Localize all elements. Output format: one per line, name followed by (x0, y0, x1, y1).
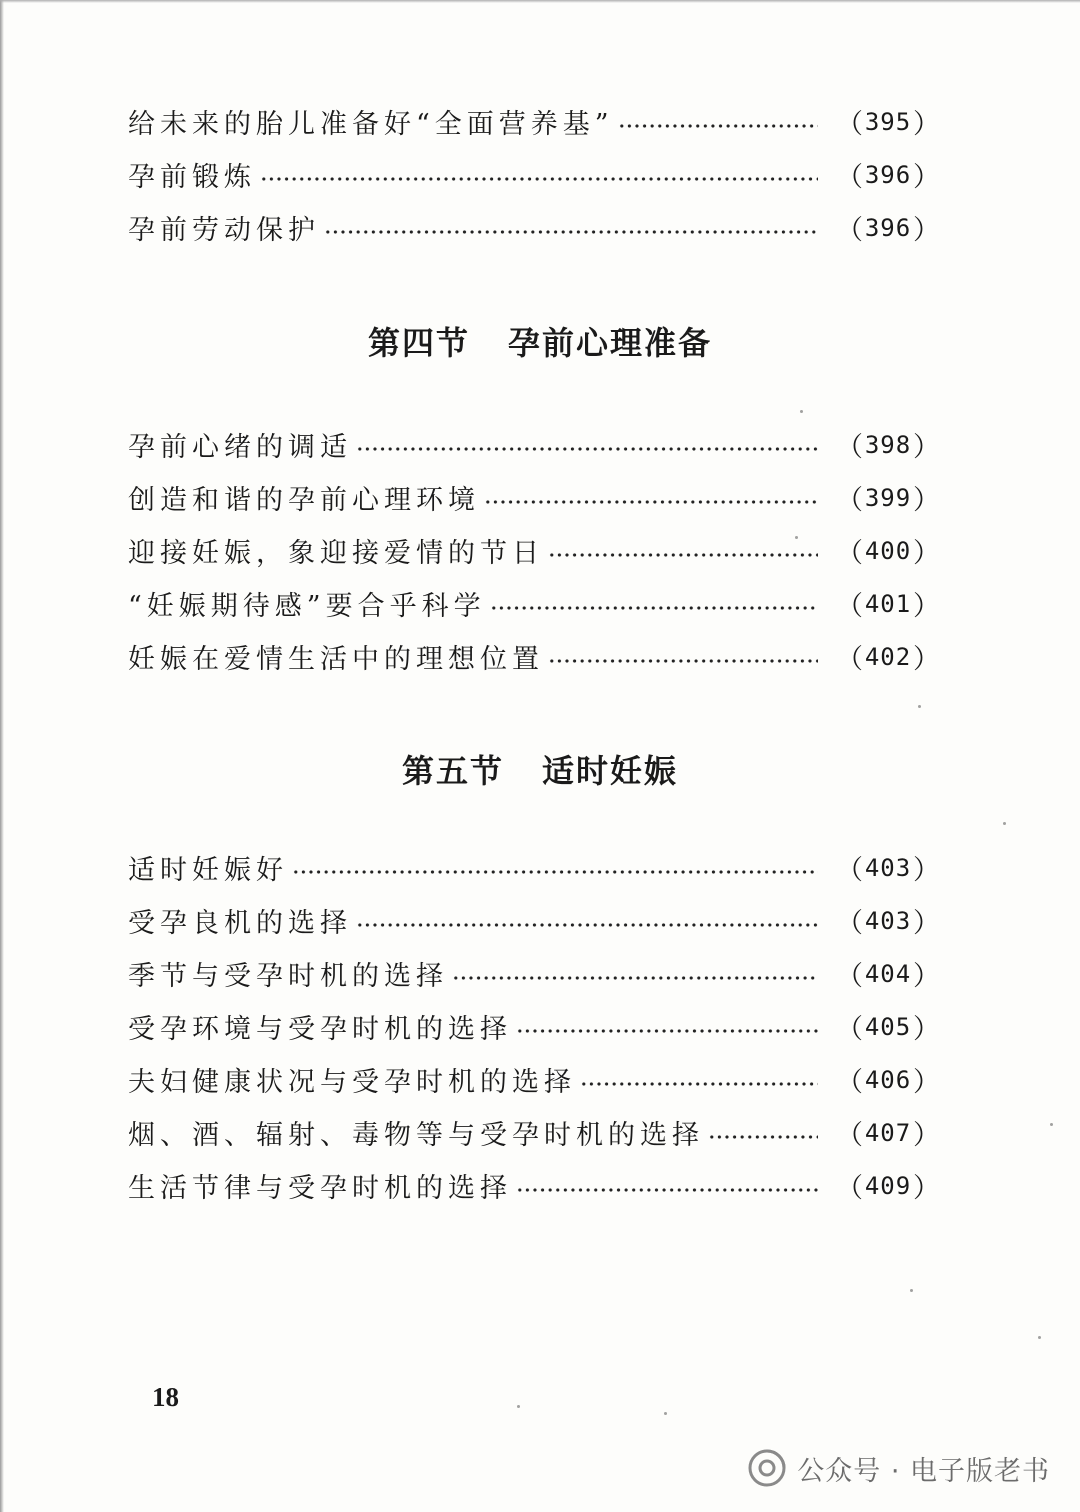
page-ref-number: 399 (864, 483, 912, 512)
entry-title: 受孕环境与受孕时机的选择 (128, 1014, 512, 1045)
paren-close: ） (912, 855, 940, 885)
toc-entry[interactable] (128, 1053, 940, 1106)
page-ref-number: 407 (864, 1118, 912, 1147)
paren-open: （ (836, 855, 863, 885)
paren-close: ） (912, 1067, 940, 1097)
page-reference (836, 478, 940, 517)
paren-close: ） (912, 109, 940, 139)
entry-title: 烟、酒、辐射、毒物等与受孕时机的选择 (128, 1120, 704, 1151)
scan-speck (664, 1412, 667, 1415)
wechat-official-account-icon (747, 1448, 787, 1488)
page-reference (836, 531, 940, 570)
paren-open: （ (836, 432, 863, 462)
scan-speck (1038, 1336, 1041, 1339)
paren-close: ） (912, 1014, 940, 1044)
toc-entry[interactable] (128, 1000, 940, 1053)
scan-speck (918, 705, 921, 708)
entry-title: 适时妊娠好 (128, 855, 288, 886)
toc-entry[interactable] (128, 148, 940, 201)
page-ref-number: 400 (864, 536, 912, 565)
dot-leader (580, 1081, 818, 1087)
toc-entry[interactable] (128, 894, 940, 947)
entry-title: 给未来的胎儿准备好“全面营养基” (128, 109, 614, 140)
page-ref-number: 403 (864, 853, 912, 882)
dot-leader (292, 869, 818, 875)
entry-title: 受孕良机的选择 (128, 908, 352, 939)
page-ref-number: 405 (864, 1012, 912, 1041)
paren-open: （ (836, 1173, 863, 1203)
page-ref-number: 401 (864, 589, 912, 618)
entry-title: 妊娠在爱情生活中的理想位置 (128, 644, 544, 675)
watermark (747, 1448, 1050, 1488)
dot-leader (356, 922, 818, 928)
entry-title: 迎接妊娠，象迎接爱情的节日 (128, 538, 544, 569)
entry-title: “妊娠期待感”要合乎科学 (128, 591, 486, 622)
section-number: 第四节 (367, 324, 470, 362)
section-heading-4 (0, 318, 1080, 364)
scan-speck (795, 536, 798, 539)
page-reference (836, 584, 940, 623)
dot-leader (618, 123, 818, 129)
page-ref-number: 395 (864, 107, 912, 136)
page-reference (836, 1166, 940, 1205)
paren-open: （ (836, 1067, 863, 1097)
paren-close: ） (912, 485, 940, 515)
page-reference (836, 425, 940, 464)
page-reference (836, 954, 940, 993)
section-title: 适时妊娠 (542, 752, 679, 790)
dot-leader (548, 658, 818, 664)
scan-speck (517, 1405, 520, 1408)
page-number: 18 (152, 1382, 179, 1412)
paren-close: ） (912, 162, 940, 192)
toc-block-section-4 (128, 418, 940, 683)
dot-leader (548, 552, 818, 558)
page-reference (836, 1060, 940, 1099)
dot-leader (484, 499, 818, 505)
page-ref-number: 404 (864, 959, 912, 988)
paren-close: ） (912, 215, 940, 245)
page-ref-number: 406 (864, 1065, 912, 1094)
page-ref-number: 396 (864, 160, 912, 189)
page-ref-number: 398 (864, 430, 912, 459)
page-reference (836, 1007, 940, 1046)
scan-speck (1003, 822, 1006, 825)
toc-entry[interactable] (128, 95, 940, 148)
section-title: 孕前心理准备 (508, 324, 713, 362)
toc-entry[interactable] (128, 630, 940, 683)
page-reference (836, 208, 940, 247)
dot-leader (356, 446, 818, 452)
toc-entry[interactable] (128, 577, 940, 630)
paren-open: （ (836, 1120, 863, 1150)
paren-open: （ (836, 538, 863, 568)
paren-open: （ (836, 908, 863, 938)
paren-open: （ (836, 961, 863, 991)
watermark-text: 公众号 · 电子版老书 (797, 1455, 1050, 1487)
scan-speck (1050, 1123, 1053, 1126)
entry-title: 创造和谐的孕前心理环境 (128, 485, 480, 516)
paren-open: （ (836, 1014, 863, 1044)
scan-speck (910, 1289, 913, 1292)
page-reference (836, 102, 940, 141)
dot-leader (260, 176, 818, 182)
entry-title: 季节与受孕时机的选择 (128, 961, 448, 992)
page-ref-number: 409 (864, 1171, 912, 1200)
paren-close: ） (912, 538, 940, 568)
section-heading-5 (0, 746, 1080, 792)
dot-leader (516, 1187, 818, 1193)
paren-close: ） (912, 1173, 940, 1203)
toc-entry[interactable] (128, 1159, 940, 1212)
entry-title: 孕前劳动保护 (128, 215, 320, 246)
page-ref-number: 403 (864, 906, 912, 935)
scan-edge-top (0, 0, 1080, 3)
paren-close: ） (912, 1120, 940, 1150)
paren-close: ） (912, 961, 940, 991)
paren-open: （ (836, 215, 863, 245)
entry-title: 生活节律与受孕时机的选择 (128, 1173, 512, 1204)
paren-open: （ (836, 109, 863, 139)
toc-entry[interactable] (128, 524, 940, 577)
paren-open: （ (836, 591, 863, 621)
paren-close: ） (912, 432, 940, 462)
dot-leader (324, 229, 818, 235)
page-ref-number: 402 (864, 642, 912, 671)
section-number: 第五节 (401, 752, 504, 790)
paren-close: ） (912, 644, 940, 674)
toc-entry[interactable] (128, 1106, 940, 1159)
toc-block-continued (128, 95, 940, 254)
toc-entry[interactable] (128, 947, 940, 1000)
dot-leader (452, 975, 818, 981)
toc-entry[interactable] (128, 471, 940, 524)
toc-entry[interactable] (128, 418, 940, 471)
page-ref-number: 396 (864, 213, 912, 242)
page-reference (836, 637, 940, 676)
entry-title: 夫妇健康状况与受孕时机的选择 (128, 1067, 576, 1098)
paren-open: （ (836, 162, 863, 192)
entry-title: 孕前锻炼 (128, 162, 256, 193)
scan-speck (800, 410, 803, 413)
paren-close: ） (912, 908, 940, 938)
page-reference (836, 901, 940, 940)
toc-block-section-5 (128, 841, 940, 1212)
paren-open: （ (836, 485, 863, 515)
paren-close: ） (912, 591, 940, 621)
dot-leader (708, 1134, 818, 1140)
toc-entry[interactable] (128, 201, 940, 254)
entry-title: 孕前心绪的调适 (128, 432, 352, 463)
paren-open: （ (836, 644, 863, 674)
dot-leader (516, 1028, 818, 1034)
page-reference (836, 1113, 940, 1152)
page-reference (836, 155, 940, 194)
toc-entry[interactable] (128, 841, 940, 894)
dot-leader (490, 605, 818, 611)
page-reference (836, 848, 940, 887)
